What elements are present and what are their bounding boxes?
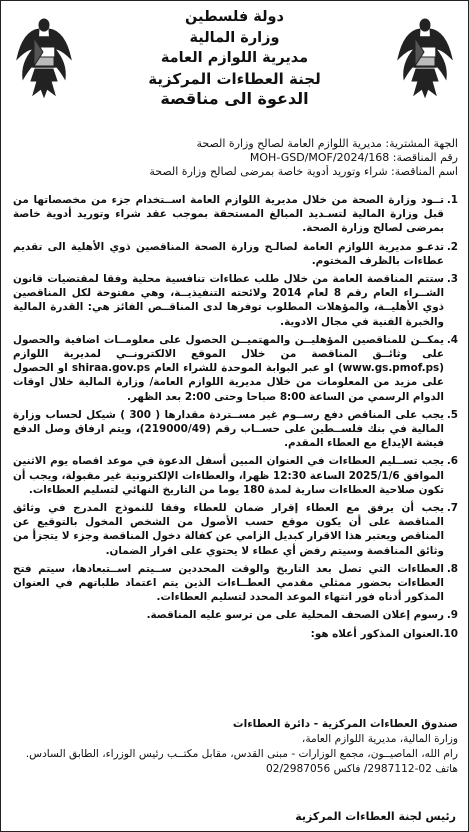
tender-number: MOH-GSD/MOF/2024/168 xyxy=(249,151,390,164)
ministry-address: وزارة المالية، مديرية اللوازم العامة، xyxy=(301,733,458,745)
phone-fax: هاتف 02-2987112/ فاكس 02/2987056 xyxy=(266,763,458,775)
list-item: 2. تدعـو مديرية اللوازم العامة لصالـح وزارة الصحة المناقصين ذوي الأهلية الى تقديم عطاءات بالظرف المختوم. xyxy=(13,240,458,267)
address-block xyxy=(11,717,458,777)
list-item: 4. يمكــن للمناقصين المؤهليــن والمهتميــن الحصول على معلومــات اضافية والحصول على وثائــق المناقصة من خلال الموقع الالكترونــي لمديرية اللوازم (www.gs.pmof.ps) او عبر البوابة الموحدة للشراء العام shiraa.gov.ps او الحصول على مزيد من المعلومات من خلال مديرية اللوازم العامة/ وزارة المالية خلال اوقات الدوام الرسمي من الساعة 8:00 صباحا وحتى 2:00 بعد الظهر. xyxy=(13,333,458,403)
list-item: 9. رسوم إعلان الصحف المحلية على من ترسو عليه المناقصة. xyxy=(146,609,458,622)
palestine-eagle-emblem-icon xyxy=(396,15,454,101)
tender-number-line xyxy=(11,151,458,165)
page-title: الدعوة الى مناقصة xyxy=(160,89,309,108)
list-item: 10. العنوان المذكور أعلاه هو: xyxy=(310,627,458,640)
tender-number-label: رقم المناقصة: xyxy=(392,151,458,164)
list-item: 3. ستتم المناقصة العامة من خلال طلب عطاءات تنافسية محلية وفقا لمقتضيات قانون الشــراء العام رقم 8 لعام 2014 ولائحته التنفيذيــة، وهي مفتوحة لكل المناقصين ذوي الأهليــة، والمؤهلات المطلوب توفرها لدى المناقــص الفائز هي: القدرة المالية والخبرة الفنية في مجال الادوية. xyxy=(13,273,458,328)
list-item: 8. العطاءات التي تصل بعد التاريخ والوقت المحددين ســيتم اســتبعادها، سيتم فتح العطاءات بحضور ممثلي مقدمي العطــاءات الذين يتم اعتماد طلباتهم في العنوان المذكور أدناه فور انتهاء الموعد المحدد لتسليم العطاءات. xyxy=(13,562,458,604)
terms-list xyxy=(13,193,458,645)
palestine-eagle-emblem-icon xyxy=(15,15,73,101)
street-address: رام الله، الماصيــون، مجمع الوزارات - مبنى القدس، مقابل مكتــب رئيس الوزراء، الطابق السادس. xyxy=(25,748,458,760)
state-name: دولة فلسطين xyxy=(184,9,284,25)
tender-name: اسم المناقصة: شراء وتوريد أدوية خاصة بمرضى لصالح وزارة الصحة xyxy=(149,165,458,178)
list-item: 6. يجب تســليم العطاءات في العنوان المبين أسفل الدعوة في موعد اقصاه يوم الاثنين الموافق 2025/1/6 الساعة 12:30 ظهرا، والعطاءات الإلكترونية غير مقبولة، ويجب أن تكون صلاحية العطاءات سارية لمدة 180 يوما من التاريخ النهائي لتسليم العطاءات. xyxy=(13,455,458,496)
list-item: 5. يجب على المناقص دفع رســوم غير مســتردة مقدارها ( 300 ) شيكل لحساب وزارة المالية في بنك فلســطين على حســاب رقم (219000/49)، ويتم ارفاق وصل الدفع فيشة الإيداع مع العطاء المقدم. xyxy=(13,408,458,450)
tender-box: صندوق العطاءات المركزية - دائرة العطاءات xyxy=(232,718,458,730)
tender-meta xyxy=(11,137,458,179)
list-item: 1. تــود وزارة الصحة من خلال مديرية اللوازم العامة اســتخدام جزء من مخصصاتها من قبل وزارة المالية لتسـديد المبالغ المستحقة بموجب عقد شراء وتوريد أدوية خاصة بمرضى لصالح وزارة الصحة. xyxy=(13,194,458,235)
signature-title: رئيس لجنة العطاءات المركزية xyxy=(295,810,456,823)
committee-name: لجنة العطاءات المركزية xyxy=(148,69,321,88)
directorate-name: مديرية اللوازم العامة xyxy=(160,50,309,66)
letterhead xyxy=(81,7,388,110)
list-item: 7. يجب أن يرفق مع العطاء إقرار ضمان للعطاء وفقا للنموذج المدرج في وثائق المناقصة على أن يكون موقع حسب الأصول من الشخص المخول بالتوقيع عن المناقص ويعتبر هذا الاقرار كبديل الزامي عن كفالة دخول المناقصة وجزء لا يتجزأ من وثائق المناقصة وسيتم رفض أي عطاء لا يحتوي على اقرار الضمان. xyxy=(13,502,458,557)
ministry-name: وزارة المالية xyxy=(189,29,280,46)
purchasing-entity: الجهة المشترية: مديرية اللوازم العامة لصالح وزارة الصحة xyxy=(196,137,458,150)
